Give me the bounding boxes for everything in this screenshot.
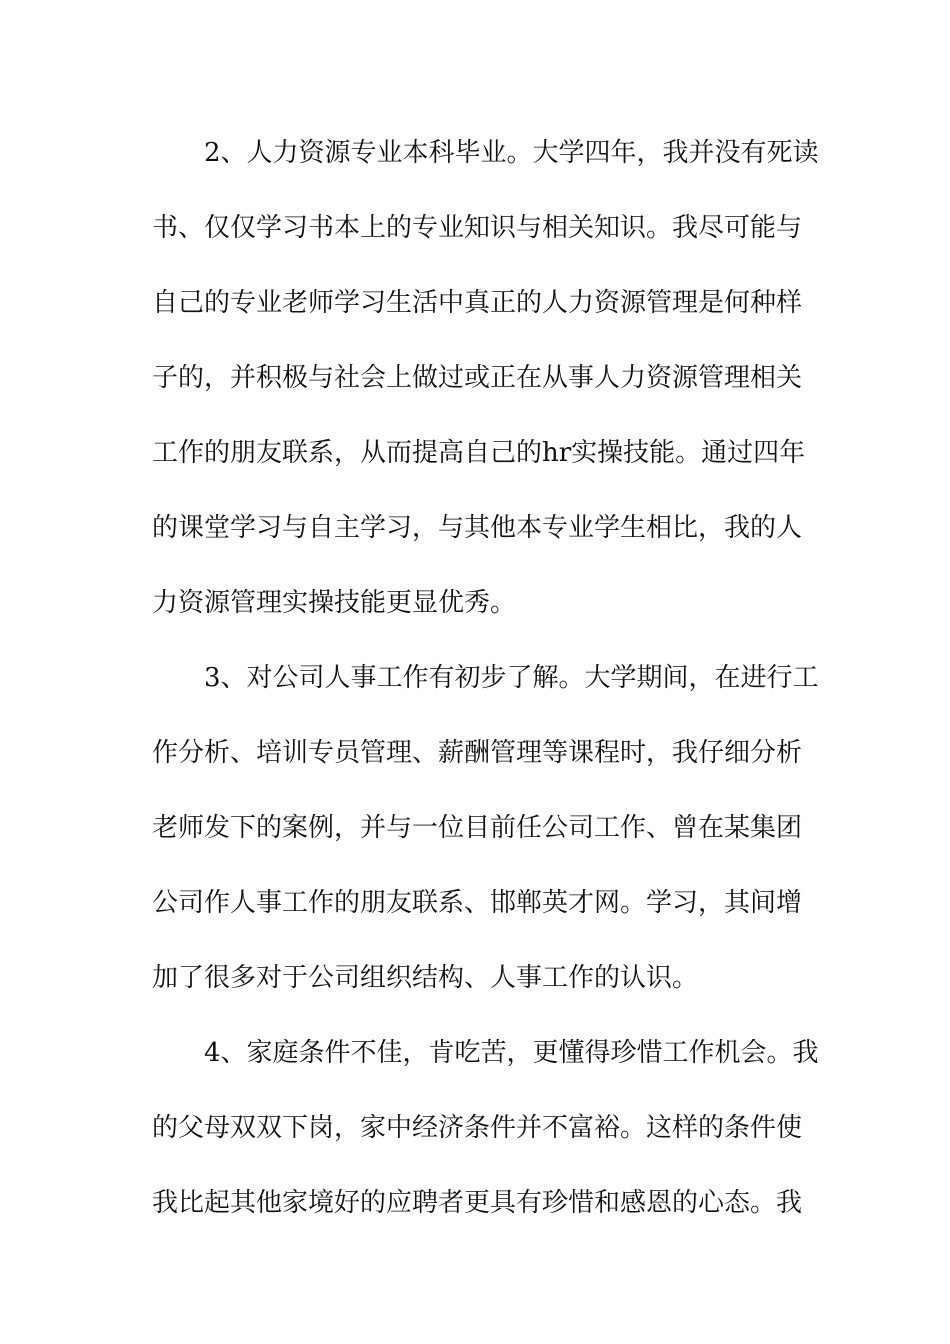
paragraph-2 xyxy=(152,116,819,641)
text-line: 我比起其他家境好的应聘者更具有珍惜和感恩的心态。我 xyxy=(152,1188,803,1218)
text-line: 力资源管理实操技能更显优秀。 xyxy=(152,588,517,618)
text-line: 公司作人事工作的朋友联系、邯郸英才网。学习，其间增 xyxy=(152,888,803,918)
text-line: 工作的朋友联系，从而提高自己的hr实操技能。通过四年 xyxy=(152,438,806,468)
paragraph-3 xyxy=(152,641,819,1016)
text-line: 4、家庭条件不佳，肯吃苦，更懂得珍惜工作机会。我 xyxy=(204,1038,819,1068)
text-line: 书、仅仅学习书本上的专业知识与相关知识。我尽可能与 xyxy=(152,213,803,243)
text-line: 的课堂学习与自主学习，与其他本专业学生相比，我的人 xyxy=(152,513,803,543)
text-line: 加了很多对于公司组织结构、人事工作的认识。 xyxy=(152,963,699,993)
text-line: 3、对公司人事工作有初步了解。大学期间，在进行工 xyxy=(204,663,819,693)
paragraph-4 xyxy=(152,1016,819,1241)
text-line: 自己的专业老师学习生活中真正的人力资源管理是何种样 xyxy=(152,288,803,318)
text-line: 老师发下的案例，并与一位目前任公司工作、曾在某集团 xyxy=(152,813,803,843)
text-line: 作分析、培训专员管理、薪酬管理等课程时，我仔细分析 xyxy=(152,738,803,768)
text-line: 2、人力资源专业本科毕业。大学四年，我并没有死读 xyxy=(204,138,819,168)
text-line: 的父母双双下岗，家中经济条件并不富裕。这样的条件使 xyxy=(152,1113,803,1143)
document-body xyxy=(152,116,819,1241)
text-line: 子的，并积极与社会上做过或正在从事人力资源管理相关 xyxy=(152,363,803,393)
